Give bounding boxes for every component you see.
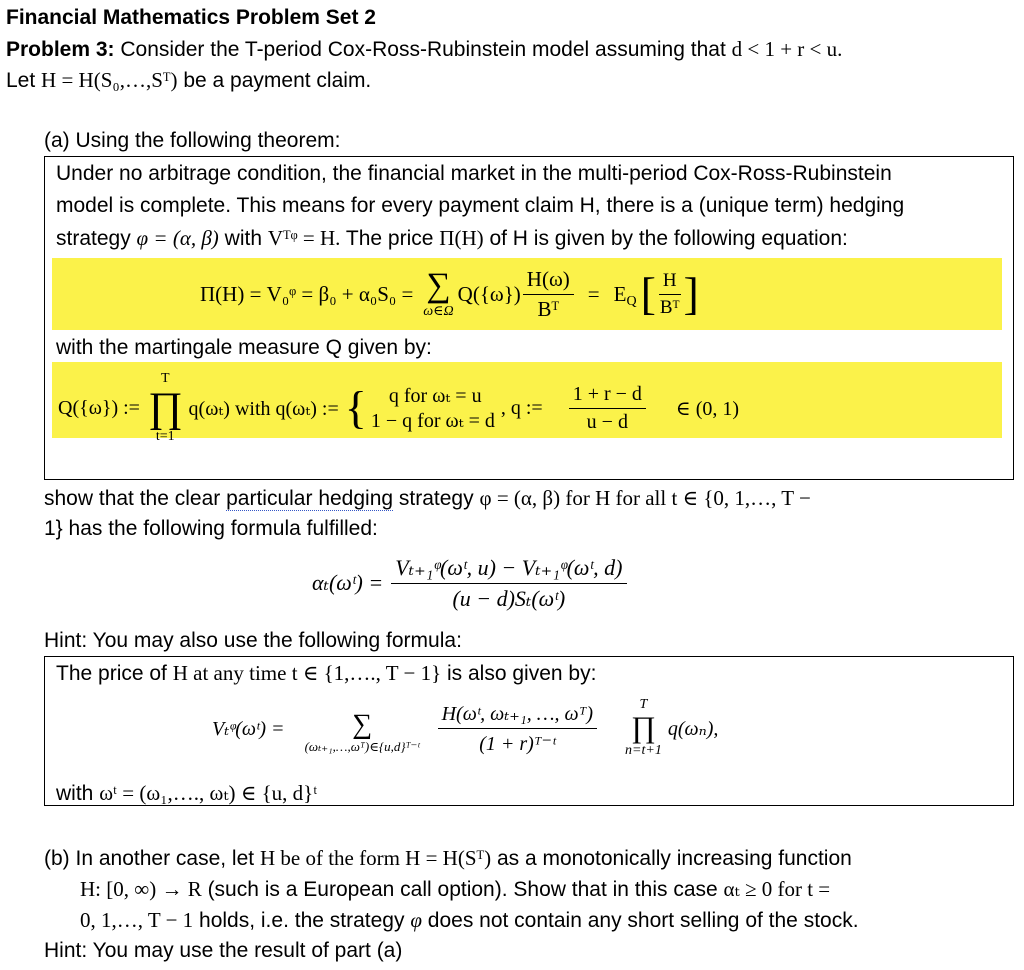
- show-text: show that the clear: [44, 487, 221, 510]
- alpha-formula: [312, 550, 627, 616]
- show-line2: 1} has the following formula fulfilled:: [44, 517, 378, 540]
- omega-definition-math: ωᵗ = (ω₁,…., ωₜ) ∈ {u, d}ᵗ: [99, 781, 318, 805]
- problem-label: Problem 3:: [6, 38, 115, 61]
- theorem-text: with: [224, 227, 263, 250]
- value-fraction: [438, 701, 597, 756]
- sum-operator: [305, 711, 420, 755]
- part-b-text: does not contain any short selling of the stock.: [427, 909, 859, 932]
- time-set-math: 0, 1,…, T − 1: [80, 908, 194, 932]
- sum-subscript: ω∈Ω: [423, 303, 454, 319]
- part-b-line3: [80, 908, 859, 933]
- terminal-value-math: Vᵀᵠ = H.: [267, 226, 341, 250]
- let-text: Let: [6, 69, 36, 92]
- sum-symbol: ∑: [426, 266, 451, 304]
- price-math: Π(H): [439, 226, 484, 250]
- left-bracket: [: [640, 268, 656, 319]
- grammar-flagged-phrase: particular hedging: [226, 487, 394, 510]
- martingale-text: with the martingale measure Q given by:: [56, 336, 432, 359]
- sum-operator: [423, 266, 454, 320]
- sum-symbol: ∑: [352, 709, 373, 740]
- part-b-line2: [80, 877, 830, 902]
- phi-symbol: φ: [410, 908, 422, 932]
- hint-a: Hint: You may also use the following formula:: [44, 629, 462, 652]
- strategy-range-math: φ = (α, β) for H for all t ∈ {0, 1,…, T −: [479, 486, 811, 510]
- product-operator: [148, 371, 183, 445]
- fraction-numerator: H(ωᵗ, ωₜ₊₁, …, ωᵀ): [438, 701, 597, 729]
- fraction-denominator: Bᵀ: [659, 296, 680, 318]
- fraction-bracket: [656, 270, 684, 319]
- sum-subscript: (ωₜ₊₁,…,ωᵀ)∈{u,d}ᵀ⁻ᵗ: [304, 739, 420, 754]
- part-b-hint: Hint: You may use the result of part (a): [44, 939, 403, 962]
- fraction-numerator: 1 + r − d: [569, 383, 646, 409]
- theorem-line2: model is complete. This means for every payment claim H, there is a (unique term) hedging: [56, 194, 905, 217]
- part-b-text: (b) In another case, let: [44, 847, 255, 870]
- part-b-text: as a monotonically increasing function: [496, 847, 852, 870]
- part-b-text: holds, i.e. the strategy: [199, 909, 405, 932]
- martingale-lhs: Q({ω}) :=: [58, 396, 140, 419]
- alpha-nonneg-math: αₜ ≥ 0 for t =: [723, 877, 831, 901]
- alpha-lhs: αₜ(ωᵗ) =: [312, 570, 384, 595]
- product-symbol: ∏: [147, 385, 183, 431]
- value-lhs: Vₜᵠ(ωᵗ) =: [212, 717, 285, 740]
- fraction-q: [569, 383, 646, 434]
- problem-statement-line2: [6, 68, 371, 93]
- product-top: T: [160, 371, 170, 386]
- theorem-text: The price: [345, 227, 434, 250]
- theorem-text: strategy: [56, 227, 131, 250]
- case-down: 1 − q for ωₜ = d: [370, 410, 495, 432]
- claim-math: H = H(S₀,…,Sᵀ): [41, 68, 178, 92]
- hint-text: is also given by:: [447, 662, 597, 685]
- strategy-math: φ = (α, β): [136, 226, 219, 250]
- fraction-numerator: Vₜ₊₁ᵠ(ωᵗ, u) − Vₜ₊₁ᵠ(ωᵗ, d): [391, 555, 626, 584]
- part-b-line1: [44, 846, 852, 871]
- theorem-line3: [56, 226, 848, 251]
- fraction-numerator: H(ω): [523, 267, 574, 295]
- equation-martingale: [58, 360, 739, 456]
- product-operator: [625, 697, 662, 759]
- price-lhs: Π(H) = V₀ᵠ = β₀ + α₀S₀ =: [200, 281, 414, 306]
- right-bracket: ]: [683, 268, 699, 319]
- fraction-numerator: H: [659, 270, 681, 295]
- fraction-h-over-b: [523, 267, 574, 322]
- product-top: T: [639, 697, 648, 712]
- hint-box-line1: [56, 661, 596, 686]
- product-bottom: n=t+1: [625, 743, 662, 758]
- fraction-denominator: (u − d)Sₜ(ωᵗ): [452, 585, 566, 611]
- case-up: q for ωₜ = u: [388, 385, 482, 407]
- theorem-text: of H is given by the following equation:: [489, 227, 848, 250]
- show-line1: [44, 486, 811, 511]
- expectation-subscript: Q: [626, 294, 637, 309]
- product-bottom: t=1: [155, 429, 175, 444]
- q-omega-term: q(ωₜ) with q(ωₜ) :=: [188, 397, 339, 420]
- theorem-line1: Under no arbitrage condition, the financial market in the multi-period Cox-Ross-Rubinstein: [56, 162, 892, 185]
- problem-statement-line1: [6, 37, 842, 62]
- crr-condition: d < 1 + r < u.: [731, 37, 843, 61]
- hint-text: The price of: [56, 662, 167, 685]
- show-text: strategy: [398, 487, 474, 510]
- page-title: Financial Mathematics Problem Set 2: [6, 6, 376, 29]
- fraction-denominator: u − d: [586, 410, 628, 433]
- product-term: q(ωₙ),: [667, 717, 719, 740]
- fraction-denominator: (1 + r)ᵀ⁻ᵗ: [479, 732, 556, 755]
- part-b-text: (such is a European call option). Show that in this case: [207, 878, 718, 901]
- alpha-fraction: [391, 555, 626, 612]
- left-brace: {: [344, 382, 367, 433]
- q-range: ∈ (0, 1): [675, 397, 740, 420]
- expectation-symbol: E: [613, 281, 627, 306]
- q-term: Q({ω}): [457, 281, 521, 306]
- function-domain-math: H: [0, ∞) → R: [80, 877, 202, 901]
- time-range-math: H at any time t ∈ {1,…., T − 1}: [172, 661, 442, 685]
- claim-form-math: H be of the form H = H(Sᵀ): [259, 846, 492, 870]
- value-formula: [212, 690, 718, 766]
- product-symbol: ∏: [631, 711, 656, 744]
- equals-sign: =: [587, 281, 600, 306]
- fraction-denominator: Bᵀ: [537, 296, 560, 321]
- equation-price: [200, 262, 699, 326]
- cases: [371, 383, 495, 433]
- part-a-lead: (a) Using the following theorem:: [44, 129, 341, 152]
- claim-tail: be a payment claim.: [183, 69, 372, 92]
- q-definition: , q :=: [500, 396, 543, 419]
- problem-intro: Consider the T-period Cox-Ross-Rubinstein model assuming that: [120, 38, 726, 61]
- hint-text: with: [56, 782, 94, 805]
- hint-box-with-line: [56, 781, 317, 806]
